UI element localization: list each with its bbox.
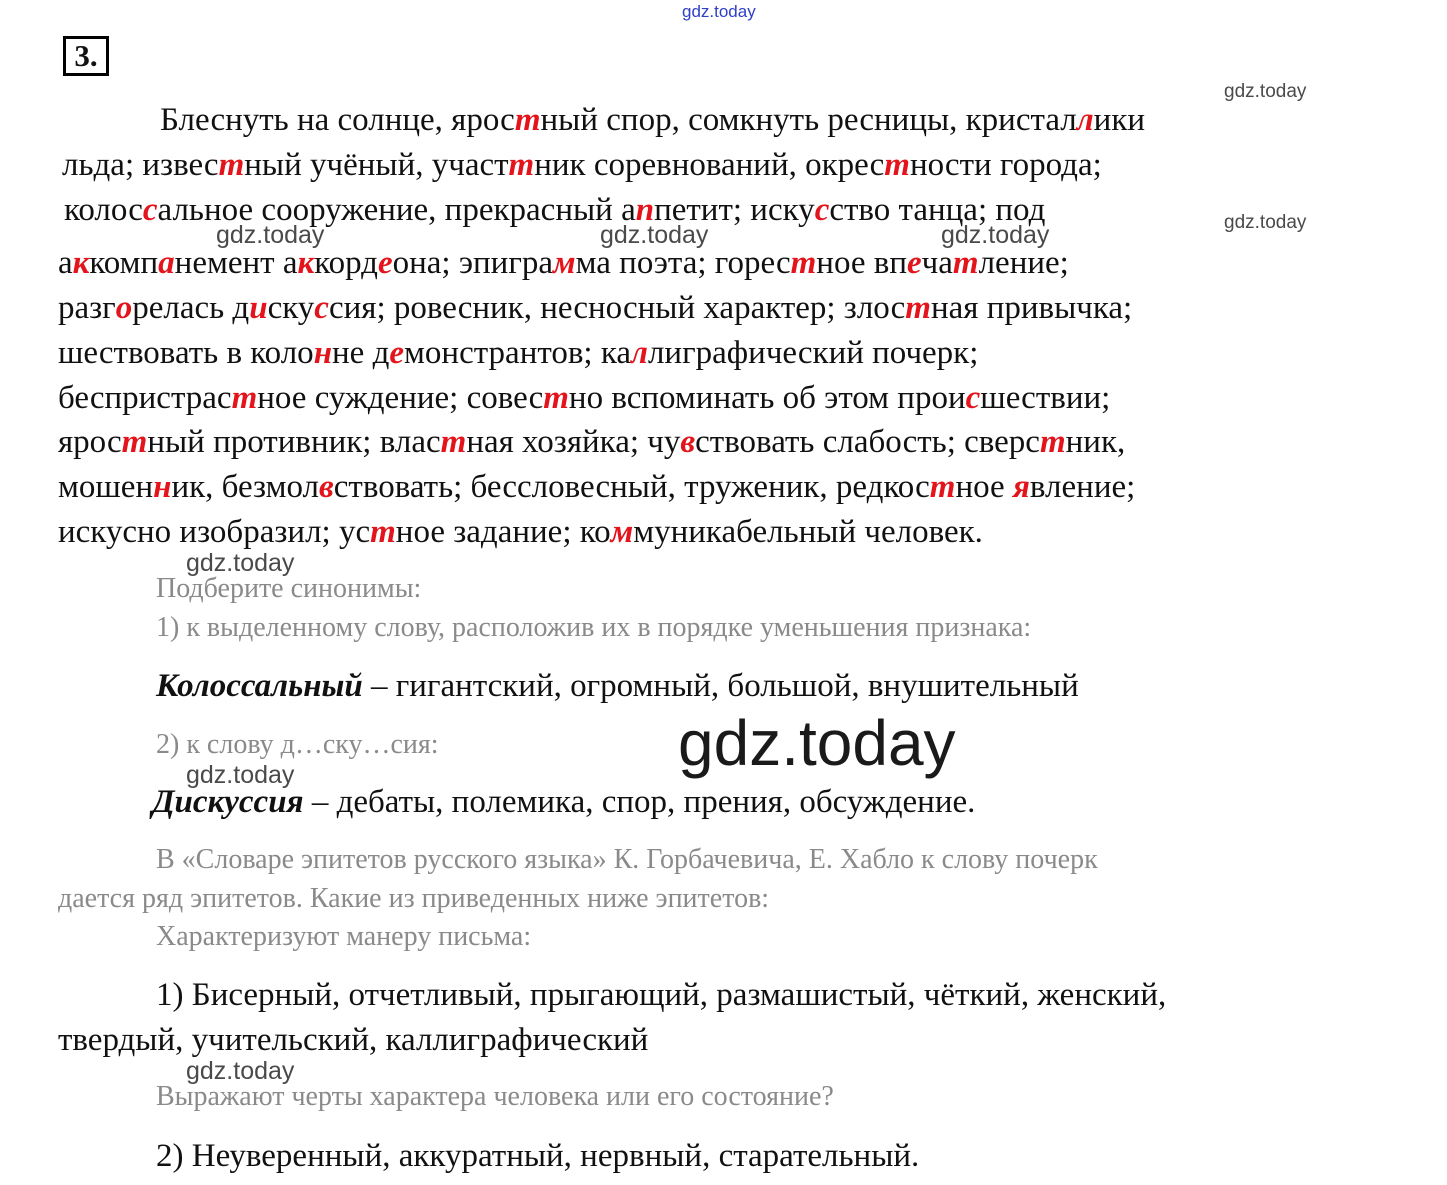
main-line-8 [58,420,1125,465]
main-line-4 [58,241,1069,286]
text-fragment: муникабельный человек. [633,514,983,550]
text-fragment: ма поэта; горес [575,245,791,281]
watermark-large: gdz.today [678,707,956,779]
inserted-letter: н [313,335,333,371]
inserted-letter: е [907,245,922,281]
epithets-intro-2: дается ряд эпитетов. Какие из приведенных ниже эпитетов: [58,883,770,914]
task-number: 3. [63,36,109,76]
word-prompt: 2) к слову д…ску…сия: [156,729,439,760]
synonyms-prompt: Подберите синонимы: [156,573,422,604]
main-line-7 [58,376,1110,421]
term-kolossalny: Колоссальный [156,668,363,704]
text-fragment: корд [314,245,378,281]
text-fragment: ствовать; бессловесный, труженик, редкос [333,469,930,505]
text-fragment: беспристрас [58,380,232,416]
main-line-3 [64,188,1045,233]
synonyms-kolossalny: – гигантский, огромный, большой, внушительный [362,668,1079,704]
answer-diskussiya [152,784,975,821]
inserted-letter: с [965,380,981,416]
inserted-letter: е [389,335,405,371]
text-fragment: ча [921,245,953,281]
text-fragment: сия; ровесник, несносный характер; злос [328,290,906,326]
inserted-letter: т [1039,424,1066,460]
inserted-letter: т [929,469,956,505]
inserted-letter: т [514,102,541,138]
text-fragment: ное вп [816,245,907,281]
main-line-6 [58,331,978,376]
inserted-letter: т [121,424,148,460]
inserted-letter: н [153,469,172,505]
epithets-intro-1: В «Словаре эпитетов русского языка» К. Горбачевича, Е. Хабло к слову почерк [156,844,1098,875]
inserted-letter: т [905,290,931,326]
watermark: gdz.today [941,221,1050,249]
watermark: gdz.today [186,549,295,577]
text-fragment: но вспоминать об этом прои [568,380,966,416]
main-line-9 [58,465,1135,510]
inserted-letter: и [249,290,268,326]
inserted-letter: к [72,245,90,281]
text-fragment: ство танца; под [829,192,1046,228]
inserted-letter: в [680,424,696,460]
text-fragment: искусно изобразил; ус [58,514,371,550]
inserted-letter: т [952,245,979,281]
text-fragment: ное задание; ко [395,514,611,550]
term-diskussiya: Дискуссия [152,784,304,820]
inserted-letter: а [158,245,175,281]
text-fragment: мошен [58,469,154,505]
watermark: gdz.today [216,221,325,249]
question-handwriting: Характеризуют манеру письма: [156,921,532,952]
inserted-letter: т [884,147,910,183]
inserted-letter: т [231,380,258,416]
text-fragment: немент а [174,245,298,281]
answer-handwriting-1: 1) Бисерный, отчетливый, прыгающий, размашистый, чёткий, женский, [156,977,1167,1013]
text-fragment: разг [58,290,116,326]
text-fragment: шествовать в коло [58,335,314,371]
inserted-letter: о [115,290,133,326]
inserted-letter: т [790,245,817,281]
text-fragment: Блеснуть на солнце, ярос [160,102,515,138]
text-fragment: ление; [978,245,1069,281]
text-fragment: ная хозяйка; чу [466,424,681,460]
text-fragment: ик, безмол [171,469,320,505]
inserted-letter: с [814,192,830,228]
watermark: gdz.today [600,221,709,249]
text-fragment: колос [64,192,143,228]
text-fragment: ная привычка; [930,290,1133,326]
text-fragment: петит; иску [654,192,815,228]
inserted-letter: т [218,147,245,183]
text-fragment: ску [267,290,315,326]
text-fragment: ный учёный, участ [244,147,509,183]
text-fragment: она; эпигра [392,245,554,281]
inserted-letter: п [635,192,655,228]
text-fragment: монстрантов; ка [404,335,632,371]
answer-character: 2) Неуверенный, аккуратный, нервный, старательный. [156,1138,920,1174]
text-fragment: а [58,245,73,281]
text-fragment: вление; [1029,469,1136,505]
inserted-letter: м [610,514,634,550]
inserted-letter: с [142,192,158,228]
text-fragment: ности города; [909,147,1102,183]
main-line-2 [62,143,1102,188]
text-fragment: ник соревнований, окрес [534,147,885,183]
text-fragment: ный противник; влас [147,424,441,460]
main-line-5 [58,286,1132,331]
text-fragment: ики [1093,102,1146,138]
text-fragment: ный спор, сомкнуть ресницы, кристал [540,102,1077,138]
inserted-letter: в [319,469,334,505]
synonyms-instruction: 1) к выделенному слову, расположив их в порядке уменьшения признака: [156,612,1032,643]
synonyms-diskussiya: – дебаты, полемика, спор, прения, обсуждение. [303,784,976,820]
inserted-letter: м [553,245,576,281]
text-fragment: льда; извес [62,147,219,183]
text-fragment: ярос [58,424,122,460]
inserted-letter: т [508,147,535,183]
question-character: Выражают черты характера человека или его состояние? [156,1081,834,1112]
inserted-letter: л [631,335,648,371]
watermark: gdz.today [186,1057,295,1085]
text-fragment: ник, [1065,424,1126,460]
inserted-letter: т [440,424,467,460]
inserted-letter: л [1076,102,1094,138]
text-fragment: шествии; [980,380,1111,416]
main-line-1 [160,98,1145,143]
watermark: gdz.today [1224,212,1307,233]
text-fragment: лиграфический почерк; [647,335,979,371]
text-fragment: релась д [132,290,250,326]
inserted-letter: с [314,290,329,326]
text-fragment: ное суждение; совес [257,380,544,416]
inserted-letter: е [377,245,393,281]
text-fragment: ное [955,469,1013,505]
text-fragment: альное сооружение, прекрасный а [157,192,636,228]
inserted-letter: т [370,514,396,550]
watermark: gdz.today [186,761,295,789]
inserted-letter: т [543,380,569,416]
answer-kolossalny [156,668,1079,705]
watermark-top: gdz.today [682,2,756,21]
main-line-10 [58,510,983,555]
inserted-letter: к [297,245,315,281]
inserted-letter: я [1012,469,1030,505]
text-fragment: комп [89,245,159,281]
text-fragment: ствовать слабость; сверс [695,424,1040,460]
answer-handwriting-2: твердый, учительский, каллиграфический [58,1022,649,1058]
text-fragment: не д [332,335,390,371]
watermark: gdz.today [1224,81,1307,102]
